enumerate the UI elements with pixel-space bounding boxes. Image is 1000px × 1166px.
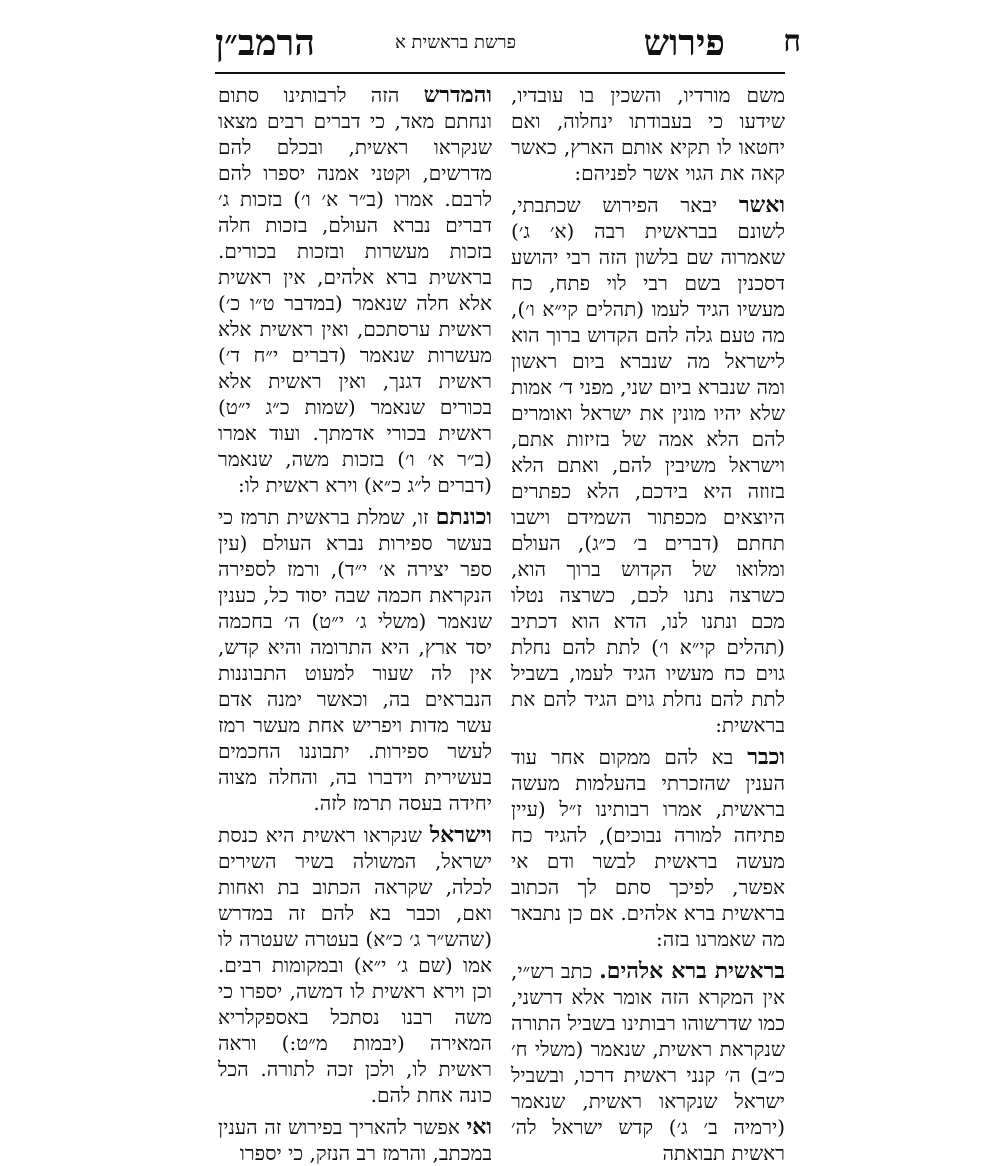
paragraph-lead-word: וכונתם (435, 504, 492, 530)
paragraph (511, 958, 785, 1166)
left-text-column (218, 82, 493, 1165)
paragraph-lead-word: והמדרש (423, 82, 493, 108)
paragraph-lead-word: ואי (466, 1114, 492, 1140)
page-header (215, 22, 801, 70)
paragraph-text: אפשר להאריך בפירוש זה הענין במכתב, והרמז רב הנזק, כי יספרו (218, 1115, 492, 1165)
paragraph-lead-word: וישראל (429, 822, 493, 848)
paragraph-text: משם מורדיו, והשכין בו עובדיו, שידעו כי בעבודתו ינחלוה, ואם יחטאו לו תקיא אותם הארץ, כאשר קאה את הגוי אשר לפניהם: (511, 83, 785, 185)
right-text-column (511, 82, 786, 1165)
paragraph (511, 744, 785, 952)
paragraph-text: יבאר הפירוש שכתבתי, לשונם בבראשית רבה (א׳ ג׳) שאמרוה שם בלשון הזה רבי יהושע דסכנין בשם רבי לוי פתח, כח מעשיו הגיד לעמו (תהלים קי״א ו׳), מה טעם גלה להם הקדוש ברוך הוא לישראל מה שנברא ביום ראשון ומה שנברא ביום שני, מפני ד׳ אמות שלא יהיו מונין את ישראל ואומרים להם הלא אמה של בזיזות אתם, וישראל משיבין להם, ואתם הלא בזוזה היא בידכם, הלא כפתרים היוצאים מכפתור השמידם וישבו תחתם (דברים ב׳ כ״ג), העולם ומלואו של הקדוש ברוך הוא, כשרצה נתנו לכם, כשרצה נטלו מכם ונתנו לנו, הדא הוא דכתיב (תהלים קי״א ו׳) לתת להם נחלת גוים כח מעשיו הגיד לעמו, בשביל לתת להם נחלת גוים הגיד להם את בראשית: (511, 193, 785, 737)
paragraph (218, 822, 492, 1108)
paragraph-lead-word: ואשר (738, 192, 785, 218)
running-title-left: הרמב״ן (215, 22, 315, 64)
paragraph (218, 1114, 492, 1166)
paragraph-lead-word: בראשית ברא אלהים. (599, 958, 786, 984)
header-rule (215, 72, 785, 74)
paragraph (218, 504, 492, 816)
parasha-label: פרשת בראשית א (395, 32, 516, 53)
paragraph-text: הזה לרבותינו סתום ונחתם מאד, כי דברים רבים מצאו שנקראו ראשית, ובכלם להם מדרשים, וקטני אמנה יספרו להם לרבם. אמרו (ב״ר א׳ ו׳) בזכות ג׳ דברים נברא העולם, בזכות חלה בזכות מעשרות ובזכות בכורים. בראשית ברא אלהים, אין ראשית אלא חלה שנאמר (במדבר ט״ו כ׳) ראשית ערסתכם, ואין ראשית אלא מעשרות שנאמר (דברים י״ח ד׳) ראשית דגנך, ואין ראשית אלא בכורים שנאמר (שמות כ״ג י״ט) ראשית בכורי אדמתך. ועוד אמרו (ב״ר א׳ ו׳) בזכות משה, שנאמר (דברים ל״ג כ״א) וירא ראשית לו: (218, 83, 492, 497)
paragraph (218, 82, 492, 498)
page-number: ח (783, 24, 801, 59)
paragraph-text: בא להם ממקום אחר עוד הענין שהזכרתי בהעלמות מעשה בראשית, אמרו רבותינו ז״ל (עיין פתיחה למורה נבוכים), להגיד כח מעשה בראשית לבשר ודם אי אפשר, לפיכך סתם לך הכתוב בראשית ברא אלהים. אם כן נתבאר מה שאמרנו בזה: (511, 745, 785, 951)
paragraph-text: כתב רש״י, אין המקרא הזה אומר אלא דרשני, כמו שדרשוהו רבותינו בשביל התורה שנקראת ראשית, שנאמר (משלי ח׳ כ״ב) ה׳ קנני ראשית דרכו, ובשביל ישראל שנקראו ראשית, שנאמר (ירמיה ב׳ ג׳) קדש ישראל לה׳ ראשית תבואתה (511, 959, 785, 1165)
paragraph (511, 192, 785, 738)
paragraph (511, 82, 785, 186)
paragraph-text: זו, שמלת בראשית תרמז כי בעשר ספירות נברא העולם (עין ספר יצירה א׳ י״ד), ורמז לספירה הנקראת חכמה שבה יסוד כל, כענין שנאמר (משלי ג׳ י״ט) ה׳ בחכמה יסד ארץ, היא התרומה והיא קדש, אין לה שעור למעוט התבוננות הנבראים בה, וכאשר ימנה אדם עשר מדות ויפריש אחת מעשר רמז לעשר ספירות. יתבוננו החכמים בעשירית וידברו בה, והחלה מצוה יחידה בעסה תרמז לזה. (218, 505, 492, 815)
paragraph-lead-word: וכבר (747, 744, 786, 770)
running-title-right: פירוש (643, 22, 725, 64)
paragraph-text: שנקראו ראשית היא כנסת ישראל, המשולה בשיר השירים לכלה, שקראה הכתוב בת ואחות ואם, וכבר בא להם זה במדרש (שהש״ר ג׳ כ״א) בעטרה שעטרה לו אמו (שם ג׳ י״א) ובמקומות רבים. וכן וירא ראשית לו דמשה, יספרו כי משה רבנו נסתכל באספקלריא המאירה (יבמות מ״ט:) וראה ראשית לו, ולכן זכה לתורה. הכל כונה אחת להם. (218, 823, 492, 1107)
